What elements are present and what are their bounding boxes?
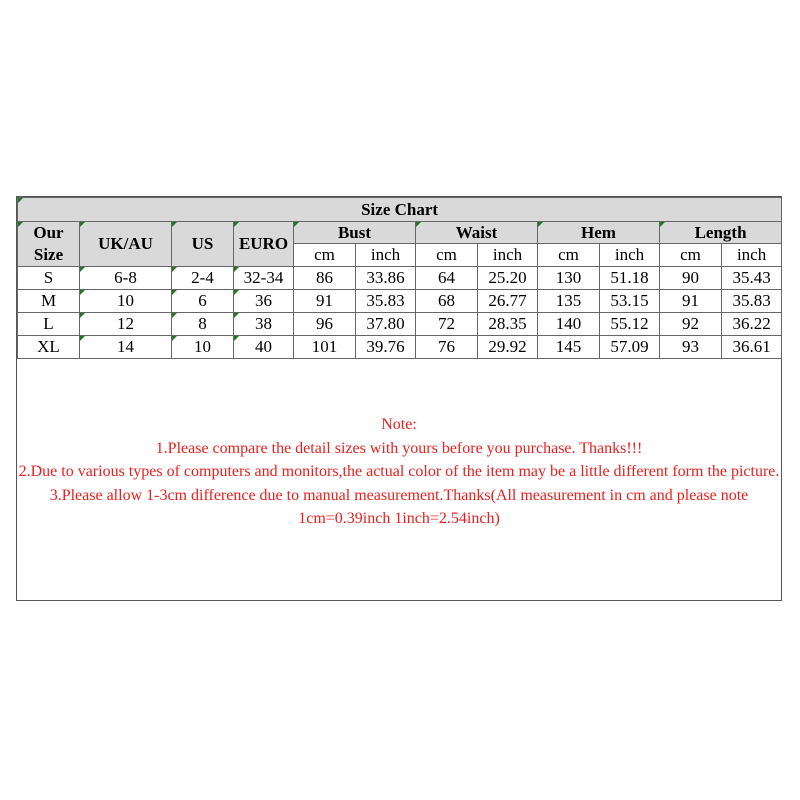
unit-hem-cm: cm [538,244,600,267]
header-us: US [172,222,234,267]
cell-bust-inch: 33.86 [356,267,416,290]
cell-hem-inch: 53.15 [600,290,660,313]
cell-size: S [18,267,80,290]
cell-us: 10 [172,336,234,359]
header-hem: Hem [538,222,660,244]
notes-block [17,413,781,531]
cell-waist-cm: 76 [416,336,478,359]
cell-hem-cm: 140 [538,313,600,336]
unit-length-cm: cm [660,244,722,267]
cell-waist-inch: 29.92 [478,336,538,359]
cell-waist-cm: 64 [416,267,478,290]
note-line-3: 3.Please allow 1-3cm difference due to manual measurement.Thanks(All measurement in cm and please note 1cm=0.39inch 1inch=2.54inch) [49,486,749,527]
cell-euro: 38 [234,313,294,336]
header-uk-au: UK/AU [80,222,172,267]
cell-us: 2-4 [172,267,234,290]
unit-length-inch: inch [722,244,782,267]
note-line-1: 1.Please compare the detail sizes with yours before you purchase. Thanks!!! [155,439,643,457]
unit-waist-inch: inch [478,244,538,267]
header-euro: EURO [234,222,294,267]
table-row [18,336,782,359]
unit-waist-cm: cm [416,244,478,267]
cell-euro: 32-34 [234,267,294,290]
unit-hem-inch: inch [600,244,660,267]
note-line-2: 2.Due to various types of computers and monitors,the actual color of the item may be a little different form the picture. [18,463,780,480]
cell-uk-au: 14 [80,336,172,359]
table-row [18,313,782,336]
cell-bust-cm: 101 [294,336,356,359]
note-heading: Note: [381,416,417,433]
cell-hem-inch: 57.09 [600,336,660,359]
size-chart-table [17,197,782,359]
cell-length-inch: 35.83 [722,290,782,313]
cell-hem-inch: 55.12 [600,313,660,336]
header-length: Length [660,222,782,244]
cell-waist-cm: 72 [416,313,478,336]
cell-uk-au: 6-8 [80,267,172,290]
header-our-size: Our Size [18,222,80,267]
cell-length-cm: 90 [660,267,722,290]
cell-length-cm: 93 [660,336,722,359]
cell-us: 6 [172,290,234,313]
table-row [18,290,782,313]
cell-bust-inch: 35.83 [356,290,416,313]
unit-bust-cm: cm [294,244,356,267]
cell-waist-inch: 28.35 [478,313,538,336]
cell-length-inch: 36.22 [722,313,782,336]
cell-bust-inch: 39.76 [356,336,416,359]
cell-euro: 40 [234,336,294,359]
cell-bust-cm: 96 [294,313,356,336]
cell-length-cm: 92 [660,313,722,336]
cell-hem-cm: 145 [538,336,600,359]
cell-hem-cm: 130 [538,267,600,290]
table-row [18,267,782,290]
cell-waist-inch: 26.77 [478,290,538,313]
cell-bust-cm: 86 [294,267,356,290]
cell-hem-cm: 135 [538,290,600,313]
header-bust: Bust [294,222,416,244]
cell-size: XL [18,336,80,359]
cell-length-cm: 91 [660,290,722,313]
size-chart-sheet [16,196,782,601]
cell-waist-cm: 68 [416,290,478,313]
cell-bust-cm: 91 [294,290,356,313]
cell-waist-inch: 25.20 [478,267,538,290]
unit-bust-inch: inch [356,244,416,267]
cell-length-inch: 36.61 [722,336,782,359]
cell-size: L [18,313,80,336]
cell-us: 8 [172,313,234,336]
cell-hem-inch: 51.18 [600,267,660,290]
chart-title: Size Chart [18,198,782,222]
header-waist: Waist [416,222,538,244]
cell-size: M [18,290,80,313]
cell-uk-au: 12 [80,313,172,336]
cell-bust-inch: 37.80 [356,313,416,336]
cell-uk-au: 10 [80,290,172,313]
cell-length-inch: 35.43 [722,267,782,290]
cell-euro: 36 [234,290,294,313]
